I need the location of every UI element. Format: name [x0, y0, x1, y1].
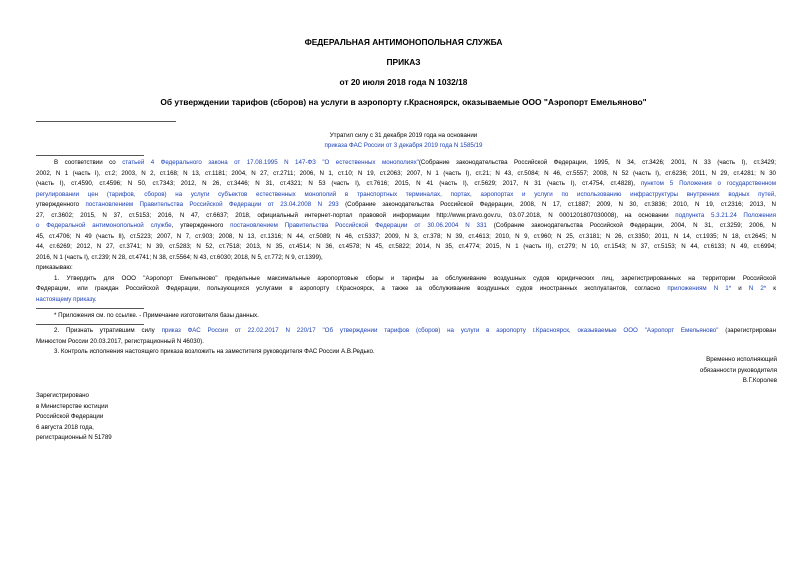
preamble-line-6: 27, ст.3602; 2015, N 37, ст.5153; 2016, N 47, ст.6637; 2018, официальный интернет-портал правовой информации http://www.pravo.gov.ru, 03.07.2018, N 0001201807030008), на основании подпункта 5.3.21.24 Положения: [36, 211, 776, 219]
registration-line-1: Зарегистрировано: [36, 392, 89, 399]
note-separator: [36, 308, 144, 309]
item-1-line-1: 1. Утвердить для ООО "Аэропорт Емельяново" предельные максимальные аэропортовые сборы и тарифы за обслуживание воздушных судов юридических лиц, зарегистрированных на территории Российской: [54, 274, 776, 282]
expiry-note: [0, 131, 807, 151]
this-order-link[interactable]: настоящему приказу: [36, 295, 95, 303]
registration-block: [36, 391, 112, 444]
expiry-separator: [36, 155, 144, 156]
expiry-link[interactable]: приказа ФАС России от 3 декабря 2019 года N 1585/19: [324, 142, 483, 149]
item-3: 3. Контроль исполнения настоящего приказа возложить на заместителя руководителя ФАС России А.В.Редько.: [54, 348, 375, 355]
law-147-fz-link[interactable]: статьей 4 Федерального закона от 17.08.1995 N 147-ФЗ "О естественных монополиях": [122, 159, 419, 166]
preamble-line-2: 2002, N 1 (часть I), ст.2; 2003, N 2, ст.168; N 13, ст.1181; 2004, N 27, ст.2711; 2006, N 1, ст.10; N 19, ст.2063; 2007, N 1 (часть I), ст.21; N 43, ст.5084; N 46, ст.5557; 2008, N 52 (часть I), ст.6236; 2011, N 29, ст.4281; N 30: [36, 169, 776, 177]
expiry-text: Утратил силу с 31 декабря 2019 года на основании: [329, 132, 478, 139]
subparagraph-link[interactable]: подпункта 5.3.21.24 Положения: [675, 211, 776, 219]
preamble-line-8: 45, ст.4706; N 49 (часть II), ст.5223; 2007, N 7, ст.903; 2008, N 13, ст.1316; N 44, ст.5089; N 46, ст.5337; 2009, N 3, ст.378; N 39, ст.4613; 2010, N 9, ст.960; N 25, ст.3181; N 26, ст.3350; 2011, N 14, ст.1935; N 18, ст.2645; N: [36, 232, 776, 240]
registration-line-5: регистрационный N 51789: [36, 434, 112, 441]
regulation-para5-link-cont[interactable]: регулировании цен (тарифов, сборов) на услуги субъектов естественных монополий в транспортных терминалах, портах, аэропортах и услуги по использованию инфраструктуры внутренних водных путей,: [36, 190, 776, 198]
fas-regulation-link[interactable]: о Федеральной антимонопольной службе: [36, 222, 172, 229]
appendix-note: * Приложения см. по ссылке. - Примечание изготовителя базы данных.: [54, 312, 259, 319]
agency-name: ФЕДЕРАЛЬНАЯ АНТИМОНОПОЛЬНАЯ СЛУЖБА: [304, 37, 503, 47]
registration-line-3: Российской Федерации: [36, 413, 104, 420]
preamble-line-1: В соответствии со статьей 4 Федерального закона от 17.08.1995 N 147-ФЗ "О естественных монополиях"(Собрание законодательства Российской Федерации, 1995, N 34, ст.3426; 2001, N 33 (часть I), ст.3429;: [54, 159, 776, 166]
decree-331-link[interactable]: постановлением Правительства Российской Федерации от 30.06.2004 N 331: [230, 222, 487, 229]
appendix-2-link[interactable]: N 2*: [748, 285, 767, 292]
regulation-para5-link[interactable]: пунктом 5 Положения о государственном: [640, 180, 776, 187]
title-separator: [36, 121, 176, 122]
preamble-line-7: о Федеральной антимонопольной службе, утвержденного постановлением Правительства Российской Федерации от 30.06.2004 N 331 (Собрание законодательства Российской Федерации, 2004, N 31, ст.3259; 2006, N: [36, 222, 776, 229]
document-date-number: от 20 июля 2018 года N 1032/18: [339, 77, 468, 87]
signature-position-1: Временно исполняющий: [706, 356, 777, 363]
item-2-line-2: Минюстом России 20.03.2017, регистрационный N 46030).: [36, 337, 204, 345]
decree-293-link[interactable]: постановлением Правительства Российской Федерации от 23.04.2008 N 293: [85, 201, 339, 208]
preamble-line-10: 2016, N 1 (часть I), ст.239; N 28, ст.4741; N 38, ст.5564; N 43, ст.6030; 2018, N 5, ст.772; N 9, ст.1399),: [36, 253, 323, 261]
repealed-order-link[interactable]: приказ ФАС России от 22.02.2017 N 220/17 "Об утверждении тарифов (сборов) на услуги в аэропорту г.Красноярск, оказываемые ООО "Аэропорт Емельяново": [161, 327, 719, 334]
document-type: ПРИКАЗ: [386, 57, 421, 67]
signature-name: В.Г.Королев: [742, 377, 777, 384]
preamble-line-9: 44, ст.6269; 2012, N 27, ст.3741; N 39, ст.5283; N 52, ст.7518; 2013, N 35, ст.4514; N 36, ст.4578; N 45, ст.5822; 2014, N 35, ст.4774; 2015, N 1 (часть II), ст.279; N 10, ст.1543; N 37, ст.5153; N 44, ст.6133; N 49, ст.6994;: [36, 243, 776, 250]
registration-line-4: 6 августа 2018 года,: [36, 423, 94, 431]
document-title: Об утверждении тарифов (сборов) на услуги в аэропорту г.Красноярск, оказываемые ООО "Аэропорт Емельяново": [160, 97, 647, 107]
item-2-line-1: 2. Признать утратившим силу приказ ФАС России от 22.02.2017 N 220/17 "Об утверждении тарифов (сборов) на услуги в аэропорту г.Красноярск, оказываемые ООО "Аэропорт Емельяново" (зарегистрирован: [54, 327, 776, 334]
appendix-1-link[interactable]: приложениям N 1*: [667, 285, 732, 292]
signature-position-2: обязанности руководителя: [699, 366, 777, 374]
preamble-line-5: утвержденного постановлением Правительства Российской Федерации от 23.04.2008 N 293 (Собрание законодательства Российской Федерации, 2008, N 17, ст.1887; 2009, N 30, ст.3836; 2010, N 19, ст.2316; 2013, N: [36, 201, 776, 208]
preamble-line-4: [36, 190, 776, 201]
item-1-line-2: Федерации, или граждан Российской Федерации, пользующихся услугами в аэропорту г.Красноярск, а также за обслуживание воздушных судов иностранных эксплуатантов, согласно приложениям N 1* и N 2* к: [36, 285, 776, 292]
preamble-line-11: приказываю:: [36, 264, 73, 271]
preamble-line-3: (часть I), ст.4590, ст.4596; N 50, ст.7343; 2012, N 26, ст.3446; N 31, ст.4321; N 53 (часть I), ст.7616; 2015, N 41 (часть I), ст.5629; 2017, N 31 (часть I), ст.4754, ст.4828), пунктом 5 Положения о государственном: [36, 180, 776, 187]
signature-block: [577, 355, 777, 387]
registration-line-2: в Министерстве юстиции: [36, 402, 109, 410]
item-1-line-3: настоящему приказу.: [36, 295, 97, 303]
note-separator-bottom: [36, 324, 144, 325]
